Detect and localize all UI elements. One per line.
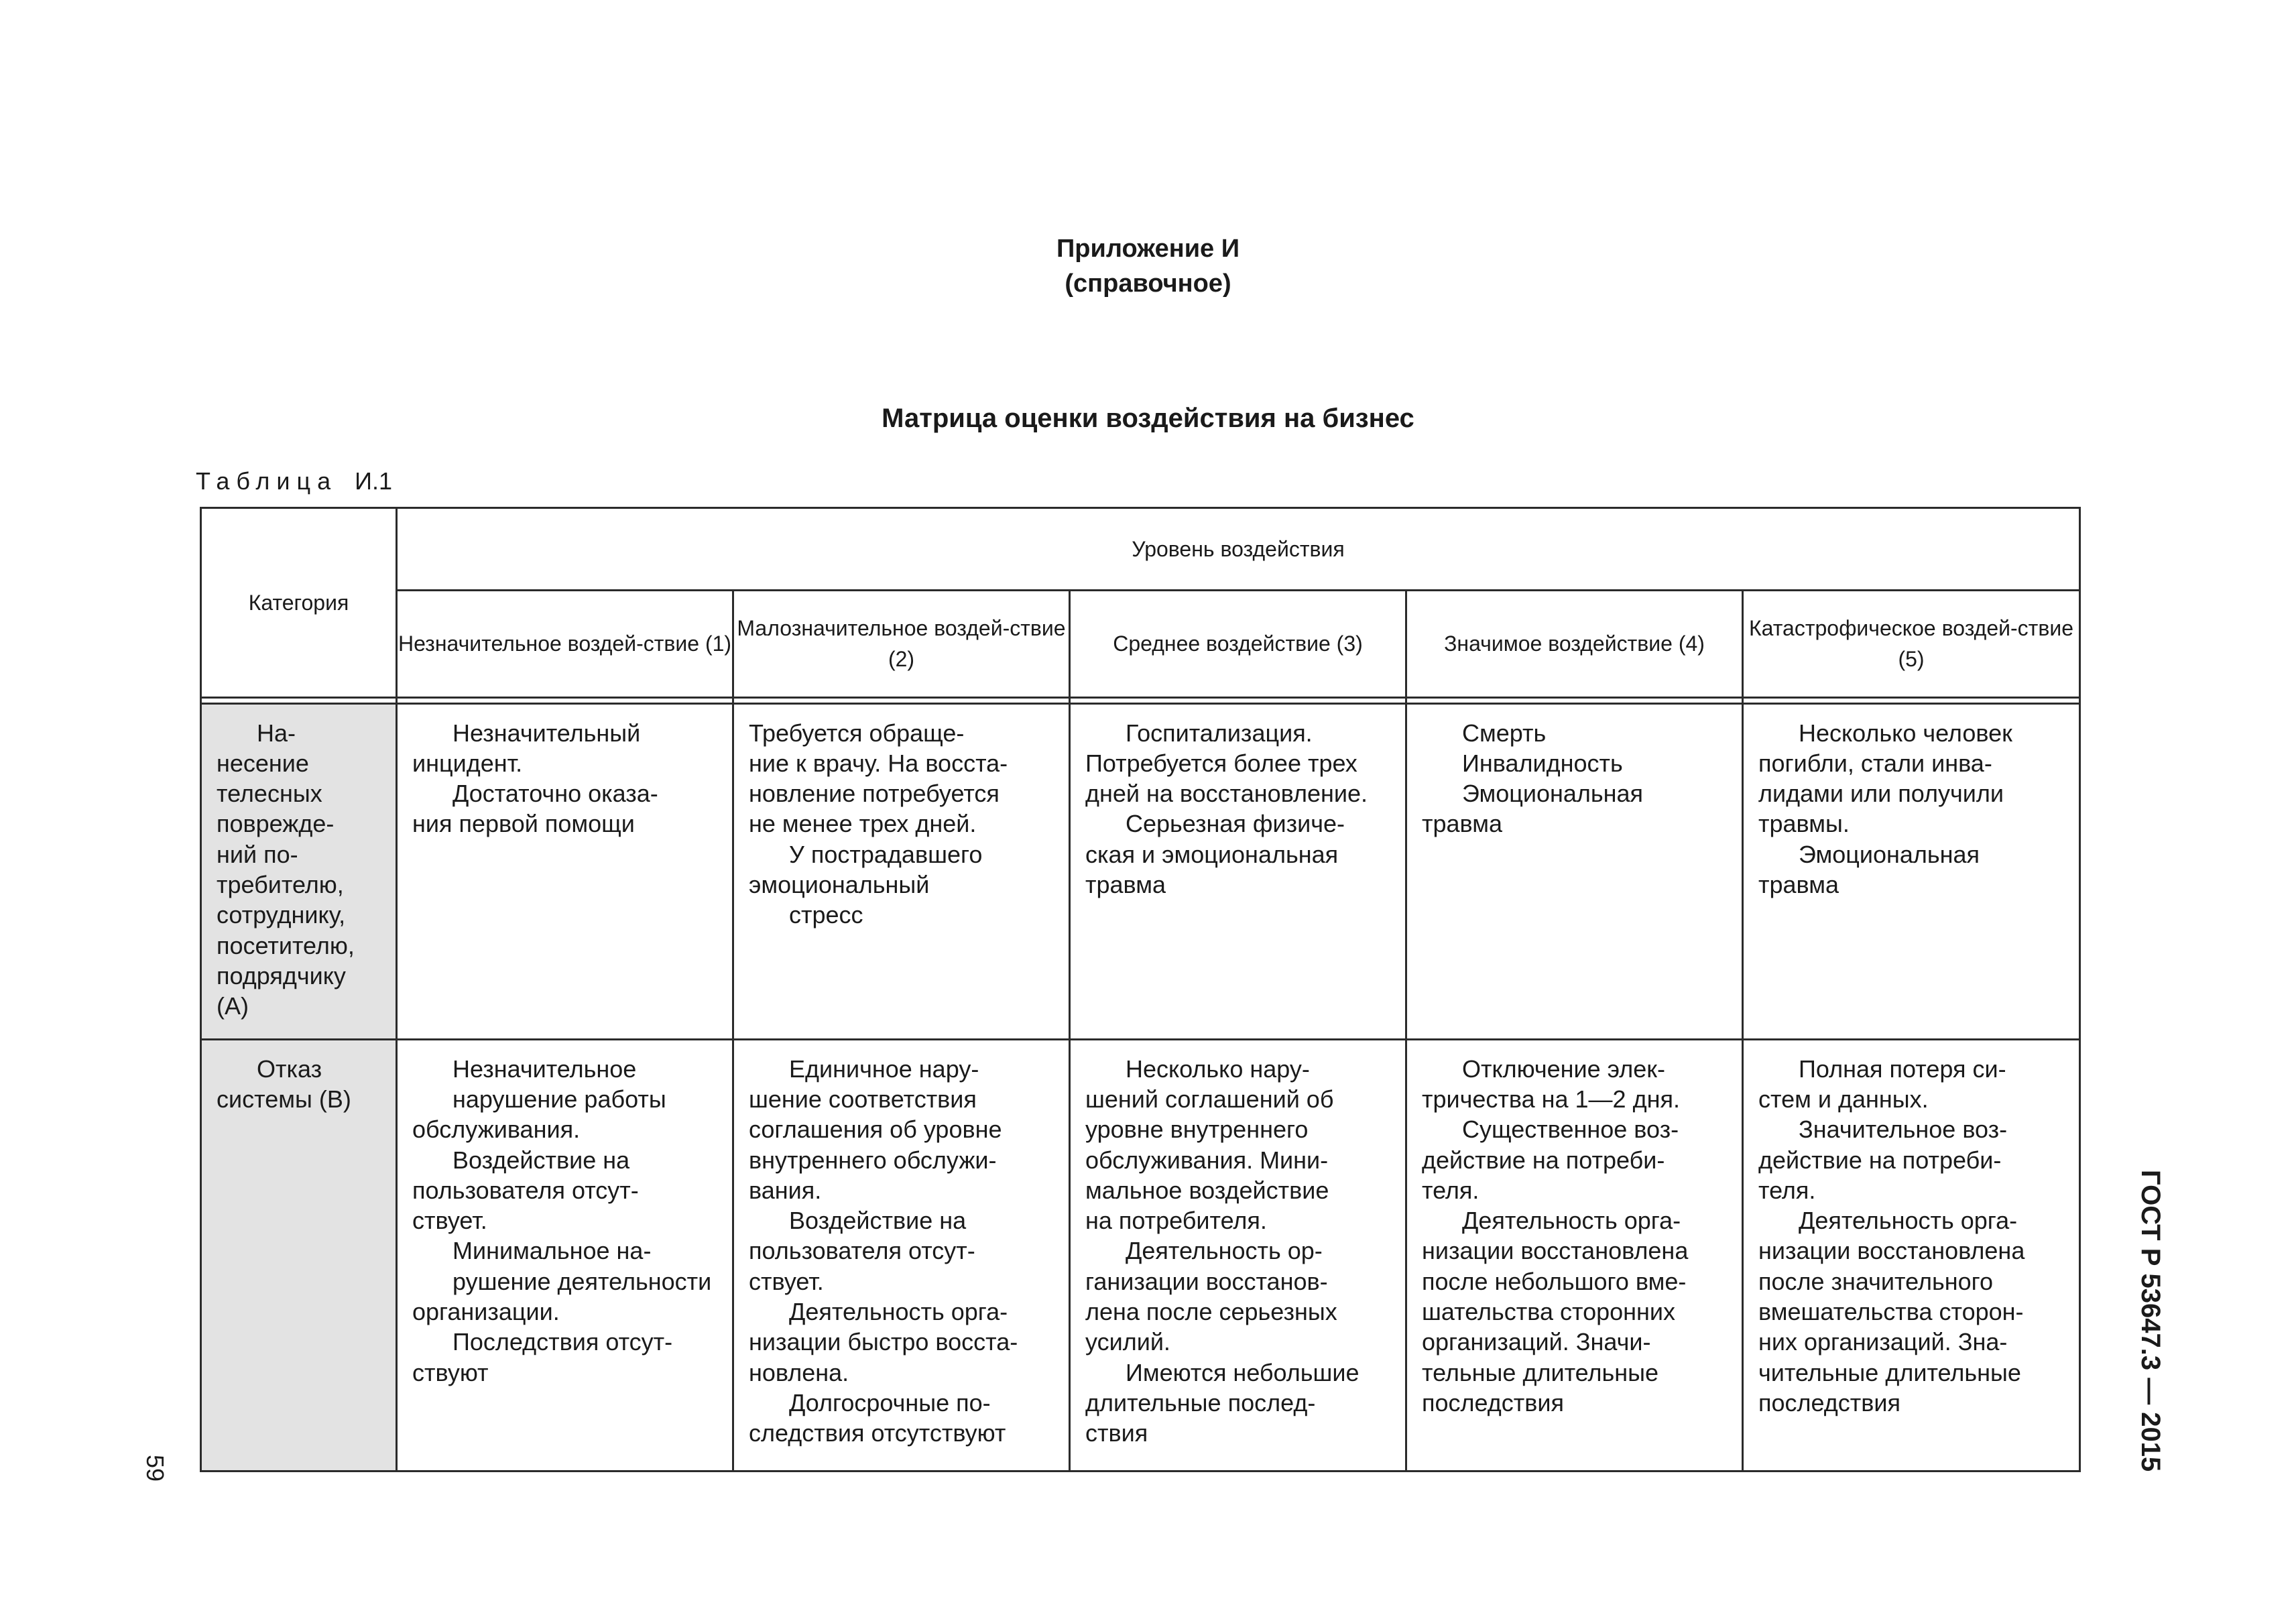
cell-line: травма: [1758, 871, 1839, 899]
cell-line: тельные длительные: [1422, 1358, 1659, 1386]
cell-line: посетителю,: [217, 931, 355, 959]
cell-line: шательства сторонних: [1422, 1298, 1676, 1325]
table-caption: [196, 465, 392, 497]
cell-line: шений соглашений об: [1085, 1085, 1334, 1113]
cell-line: Деятельность орга-: [789, 1298, 1008, 1325]
standard-code: ГОСТ Р 53647.3 — 2015: [2136, 1170, 2165, 1472]
cell-line: после значительного: [1758, 1267, 1993, 1295]
cell-line: травма: [1422, 810, 1503, 838]
row-category-cell: [201, 703, 397, 1039]
impact-cell: [1406, 1039, 1743, 1471]
cell-line: тричества на 1—2 дня.: [1422, 1085, 1680, 1113]
cell-line: уровне внутреннего: [1085, 1116, 1309, 1144]
header-row-columns: [201, 591, 2080, 697]
document-title: Матрица оценки воздействия на бизнес: [882, 404, 1414, 433]
cell-line: последствия: [1758, 1388, 1900, 1417]
cell-line: вмешательства сторон-: [1758, 1298, 2024, 1325]
cell-line: Существенное воз-: [1462, 1116, 1679, 1144]
cell-line: чительные длительные: [1758, 1358, 2021, 1386]
cell-line: соглашения об уровне: [749, 1116, 1002, 1144]
row-category-a: [202, 705, 396, 1028]
cell-line: подрядчику: [217, 961, 346, 989]
impact-cell: [1070, 703, 1406, 1039]
cell-line: Деятельность ор-: [1126, 1237, 1323, 1265]
cell-line: (А): [217, 992, 249, 1020]
cell-line: обслуживания.: [412, 1116, 581, 1144]
impact-cell: [733, 703, 1070, 1039]
cell-line: Достаточно оказа-: [452, 780, 658, 808]
cell-line: рушение деятельности: [452, 1267, 712, 1295]
cell-line: Отказ: [257, 1055, 322, 1083]
row-category-cell: [201, 1039, 397, 1471]
cell-line: Серьезная физиче-: [1126, 810, 1345, 838]
cell-line: Отключение элек-: [1462, 1055, 1665, 1083]
cell-line: ние к врачу. На восста-: [749, 749, 1008, 777]
impact-level-header: Уровень воздействия: [397, 508, 2080, 591]
cell-line: обслуживания. Мини-: [1085, 1146, 1329, 1174]
cell-line: ния первой помощи: [412, 810, 635, 838]
cell-line: низации восстановлена: [1758, 1237, 2025, 1265]
cell-line: несение: [217, 749, 309, 777]
cell-line: Имеются небольшие: [1126, 1358, 1360, 1386]
level-col-4: Значимое воздействие (4): [1406, 591, 1743, 697]
cell-line: Смерть: [1462, 719, 1547, 747]
cell-line: сотруднику,: [217, 901, 346, 929]
cell-line: телесных: [217, 780, 322, 808]
cell-line: теля.: [1422, 1176, 1479, 1204]
cell-line: ствия: [1085, 1419, 1148, 1447]
cell-line: Требуется обраще-: [749, 719, 965, 747]
impact-cell: [397, 1039, 733, 1471]
cell-line: внутреннего обслужи-: [749, 1146, 997, 1174]
cell-line: лидами или получили: [1758, 780, 2004, 808]
cell-line: новлена.: [749, 1358, 849, 1386]
cell-line: после небольшого вме-: [1422, 1267, 1687, 1295]
cell-line: Воздействие на: [789, 1207, 967, 1235]
cell-line: Эмоциональная: [1462, 780, 1644, 808]
table-word: Таблица: [196, 467, 338, 495]
cell-line: травмы.: [1758, 810, 1850, 838]
impact-cell: [397, 703, 733, 1039]
cell-line: на потребителя.: [1085, 1207, 1267, 1235]
header-separator: [201, 697, 2080, 703]
impact-matrix-table: [200, 507, 2081, 1472]
cell-line: пользователя отсут-: [412, 1176, 639, 1204]
cell-line: У пострадавшего: [789, 840, 983, 868]
cell-line: Единичное нару-: [789, 1055, 979, 1083]
level-col-2: Малозначительное воздей-ствие (2): [733, 591, 1070, 697]
cell-line: Несколько человек: [1799, 719, 2012, 747]
cell-line: Незначительный: [452, 719, 641, 747]
cell-line: поврежде-: [217, 810, 335, 838]
cell-line: ганизации восстанов-: [1085, 1267, 1328, 1295]
cell-line: дней на восстановление.: [1085, 780, 1368, 808]
row-category-b: [202, 1040, 396, 1122]
cell-line: стресс: [789, 901, 863, 929]
header-row-level: [201, 508, 2080, 591]
cell-line: Несколько нару-: [1126, 1055, 1310, 1083]
cell-line: вания.: [749, 1176, 822, 1204]
cell-line: ская и эмоциональная: [1085, 840, 1339, 868]
cell-line: следствия отсутствуют: [749, 1419, 1006, 1447]
level-col-5: Катастрофическое воздей-ствие (5): [1743, 591, 2080, 697]
cell-line: них организаций. Зна-: [1758, 1328, 2008, 1356]
level-col-3: Среднее воздействие (3): [1070, 591, 1406, 697]
cell-line: стем и данных.: [1758, 1085, 1929, 1113]
cell-line: Незначительное: [452, 1055, 637, 1083]
cell-line: длительные послед-: [1085, 1388, 1316, 1417]
cell-line: не менее трех дней.: [749, 810, 977, 838]
cell-line: последствия: [1422, 1388, 1564, 1417]
cell-line: Эмоциональная: [1799, 840, 1980, 868]
cell-line: системы (В): [217, 1085, 351, 1113]
cell-line: ствуют: [412, 1358, 489, 1386]
cell-line: На-: [257, 719, 296, 747]
page-number: 59: [141, 1455, 169, 1482]
cell-line: лена после серьезных: [1085, 1298, 1337, 1325]
cell-line: Воздействие на: [452, 1146, 630, 1174]
cell-line: Значительное воз-: [1799, 1116, 2008, 1144]
cell-line: Минимальное на-: [452, 1237, 652, 1265]
cell-line: ствует.: [749, 1267, 824, 1295]
cell-line: теля.: [1758, 1176, 1816, 1204]
cell-line: погибли, стали инва-: [1758, 749, 1992, 777]
table-row: [201, 703, 2080, 1039]
cell-line: Инвалидность: [1462, 749, 1623, 777]
cell-line: требителю,: [217, 871, 344, 899]
appendix-type: (справочное): [1065, 269, 1231, 298]
cell-line: действие на потреби-: [1758, 1146, 2002, 1174]
cell-line: новление потребуется: [749, 780, 1000, 808]
cell-line: Последствия отсут-: [452, 1328, 673, 1356]
impact-cell: [1743, 703, 2080, 1039]
table-number: И.1: [355, 467, 393, 495]
impact-cell: [1406, 703, 1743, 1039]
appendix-heading: [0, 231, 2296, 301]
cell-line: действие на потреби-: [1422, 1146, 1665, 1174]
cell-line: Потребуется более трех: [1085, 749, 1357, 777]
cell-line: инцидент.: [412, 749, 523, 777]
cell-line: шение соответствия: [749, 1085, 977, 1113]
cell-line: Долгосрочные по-: [789, 1388, 991, 1417]
cell-line: усилий.: [1085, 1328, 1170, 1356]
cell-line: нарушение работы: [452, 1085, 666, 1113]
cell-line: эмоциональный: [749, 871, 930, 899]
impact-cell: [1743, 1039, 2080, 1471]
impact-cell: [1070, 1039, 1406, 1471]
table-row: [201, 1039, 2080, 1471]
cell-line: организаций. Значи-: [1422, 1328, 1651, 1356]
cell-line: Деятельность орга-: [1462, 1207, 1681, 1235]
impact-cell: [733, 1039, 1070, 1471]
cell-line: низации быстро восста-: [749, 1328, 1018, 1356]
cell-line: Госпитализация.: [1126, 719, 1313, 747]
category-header: Категория: [201, 508, 397, 698]
cell-line: ствует.: [412, 1207, 487, 1235]
level-col-1: Незначительное воздей-ствие (1): [397, 591, 733, 697]
cell-line: низации восстановлена: [1422, 1237, 1689, 1265]
cell-line: травма: [1085, 871, 1166, 899]
cell-line: организации.: [412, 1298, 560, 1325]
cell-line: Деятельность орга-: [1799, 1207, 2018, 1235]
cell-line: ний по-: [217, 840, 298, 868]
cell-line: Полная потеря си-: [1799, 1055, 2006, 1083]
cell-line: мальное воздействие: [1085, 1176, 1329, 1204]
appendix-title: Приложение И: [1056, 235, 1240, 263]
cell-line: пользователя отсут-: [749, 1237, 975, 1265]
